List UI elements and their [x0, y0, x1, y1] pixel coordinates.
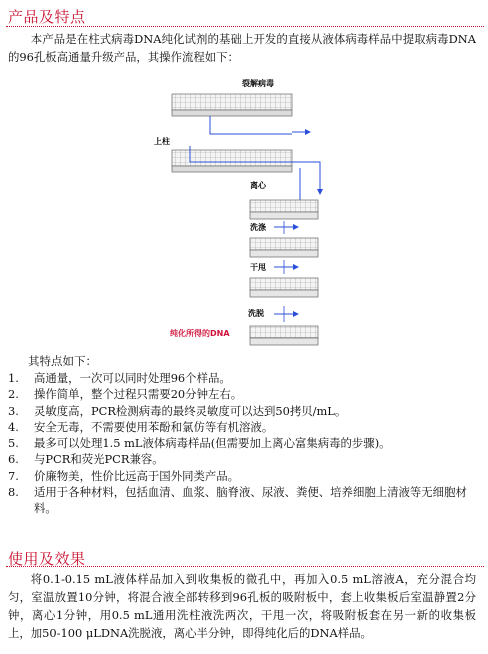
flow-arrow-load [300, 162, 320, 192]
feature-item [6, 419, 476, 435]
feature-number: 7. [8, 468, 19, 483]
feature-text: 安全无毒，不需要使用苯酚和氯仿等有机溶液。 [34, 419, 274, 434]
label-elute: 洗脱 [248, 309, 264, 318]
plate-dry [250, 278, 318, 297]
flow-line-lysis [210, 116, 292, 134]
plate-lysis [172, 94, 292, 116]
features-intro: 其特点如下： [28, 354, 97, 368]
label-lysis: 裂解病毒 [242, 79, 274, 88]
feature-item [6, 370, 476, 386]
label-centrifuge: 离心 [250, 181, 266, 190]
usage-paragraph: 将0.1-0.15 mL液体样品加入到收集板的微孔中，再加入0.5 mL溶液A，充分混合均匀，室温放置10分钟，将混合液全部转移到96孔板的吸附板中，套上收集板后室温静置2分钟，离心1分钟，用0.5 mL通用洗柱液洗两次，干甩一次，将吸附板套在另一新的收集板上，加50-100 μLDNA洗脱液，离心半分钟，即得纯化后的DNA样品。 [8, 572, 476, 640]
feature-item [6, 386, 476, 402]
feature-item [6, 484, 476, 517]
feature-text: 最多可以处理1.5 mL液体病毒样品(但需要加上离心富集病毒的步骤)。 [34, 436, 391, 451]
feature-number: 6. [8, 452, 19, 467]
plate-wash [250, 238, 318, 257]
plate-result [250, 326, 318, 345]
section-divider [6, 26, 484, 27]
feature-number: 3. [8, 403, 19, 418]
section-divider [6, 566, 484, 567]
feature-text: 适用于各种材料，包括血清、血浆、脑脊液、尿液、粪便、培养细胞上清液等无细胞材料。 [34, 485, 467, 516]
section-title-usage: 使用及效果 [8, 550, 86, 568]
label-wash: 洗涤 [250, 223, 266, 232]
label-load: 上柱 [154, 137, 170, 146]
intro-paragraph: 本产品是在柱式病毒DNA纯化试剂的基础上开发的直接从液体病毒样品中提取病毒DNA的96孔板高通量升级产品，其操作流程如下： [8, 32, 476, 64]
feature-number: 4. [8, 419, 19, 434]
plate-centrifuge [250, 200, 318, 219]
feature-number: 8. [8, 485, 19, 500]
feature-number: 2. [8, 387, 19, 402]
feature-number: 1. [8, 371, 19, 385]
feature-item [6, 403, 476, 419]
feature-item [6, 451, 476, 467]
feature-text: 与PCR和荧光PCR兼容。 [34, 452, 164, 467]
workflow-diagram [150, 72, 370, 362]
label-dry: 干甩 [250, 263, 266, 272]
label-result: 纯化所得的DNA [170, 329, 230, 338]
features-list [6, 370, 476, 517]
feature-item [6, 435, 476, 451]
feature-text: 价廉物美，性价比远高于国外同类产品。 [34, 468, 240, 483]
feature-item [6, 468, 476, 484]
feature-text: 高通量，一次可以同时处理96个样品。 [34, 371, 231, 385]
feature-text: 灵敏度高，PCR检测病毒的最终灵敏度可以达到50拷贝/mL。 [34, 403, 347, 418]
feature-number: 5. [8, 436, 19, 451]
section-title-features: 产品及特点 [8, 8, 86, 26]
feature-text: 操作简单，整个过程只需要20分钟左右。 [34, 387, 243, 402]
